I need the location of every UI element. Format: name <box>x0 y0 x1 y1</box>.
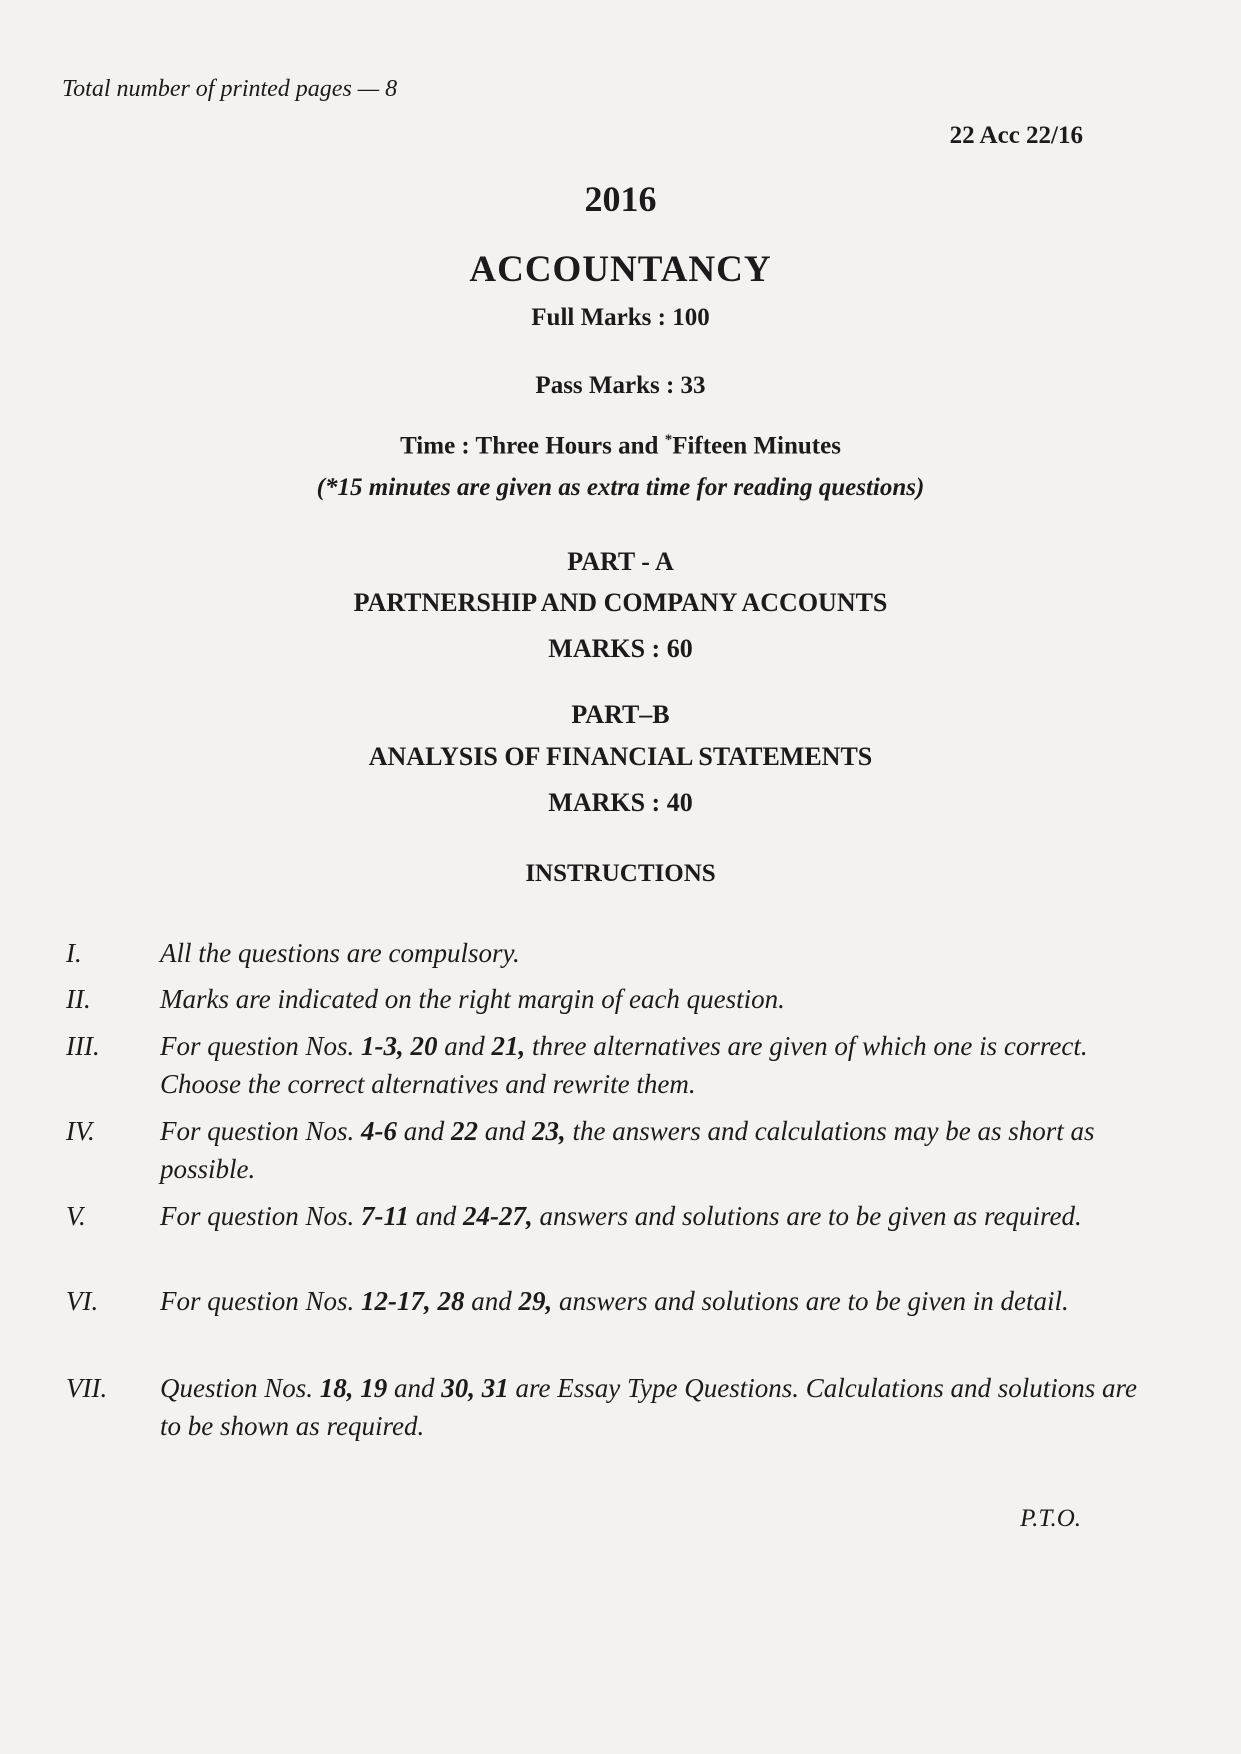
instruction-text: For question Nos. 7-11 and 24-27, answers and solutions are to be given as required. <box>160 1201 1082 1231</box>
instruction-number: VI. <box>66 1286 99 1316</box>
part-a-title: PARTNERSHIP AND COMPANY ACCOUNTS <box>353 588 888 617</box>
instruction-text: Marks are indicated on the right margin of each question. <box>160 984 785 1014</box>
instruction-number: V. <box>66 1201 86 1231</box>
pass-marks: Pass Marks : 33 <box>535 372 706 399</box>
instruction-text: For question Nos. 1-3, 20 and 21, three alternatives are given of which one is correct. Choose the correct alternatives and rewrite them. <box>160 1031 1088 1099</box>
instructions-heading: INSTRUCTIONS <box>525 860 716 887</box>
extra-time-note: (*15 minutes are given as extra time for reading questions) <box>316 474 925 501</box>
instruction-number: IV. <box>66 1116 95 1146</box>
instruction-number: II. <box>66 984 91 1014</box>
part-b-title: ANALYSIS OF FINANCIAL STATEMENTS <box>368 742 873 771</box>
part-a-label: PART - A <box>567 547 674 576</box>
time-star: * <box>664 432 673 448</box>
instruction-number: VII. <box>66 1373 108 1403</box>
exam-year: 2016 <box>584 179 657 219</box>
full-marks: Full Marks : 100 <box>531 304 710 331</box>
instruction-text: All the questions are compulsory. <box>160 938 520 968</box>
time-allowed <box>0 432 1241 460</box>
instruction-text: For question Nos. 12-17, 28 and 29, answers and solutions are to be given in detail. <box>160 1286 1069 1316</box>
subject-title: ACCOUNTANCY <box>469 249 772 290</box>
part-b-label: PART–B <box>571 700 670 729</box>
instruction-text: For question Nos. 4-6 and 22 and 23, the answers and calculations may be as short as possible. <box>160 1116 1095 1184</box>
time-suffix: Fifteen Minutes <box>672 432 841 460</box>
paper-code: 22 Acc 22/16 <box>949 122 1083 149</box>
time-prefix: Time : Three Hours and <box>400 432 665 460</box>
instruction-number: III. <box>66 1031 100 1061</box>
printed-pages-note: Total number of printed pages — 8 <box>62 76 398 102</box>
part-b-marks: MARKS : 40 <box>548 788 693 817</box>
pto-note: P.T.O. <box>1020 1505 1081 1532</box>
instruction-text: Question Nos. 18, 19 and 30, 31 are Essay Type Questions. Calculations and solutions are to be shown as required. <box>160 1373 1137 1441</box>
part-a-marks: MARKS : 60 <box>548 634 693 663</box>
instruction-number: I. <box>66 938 82 968</box>
